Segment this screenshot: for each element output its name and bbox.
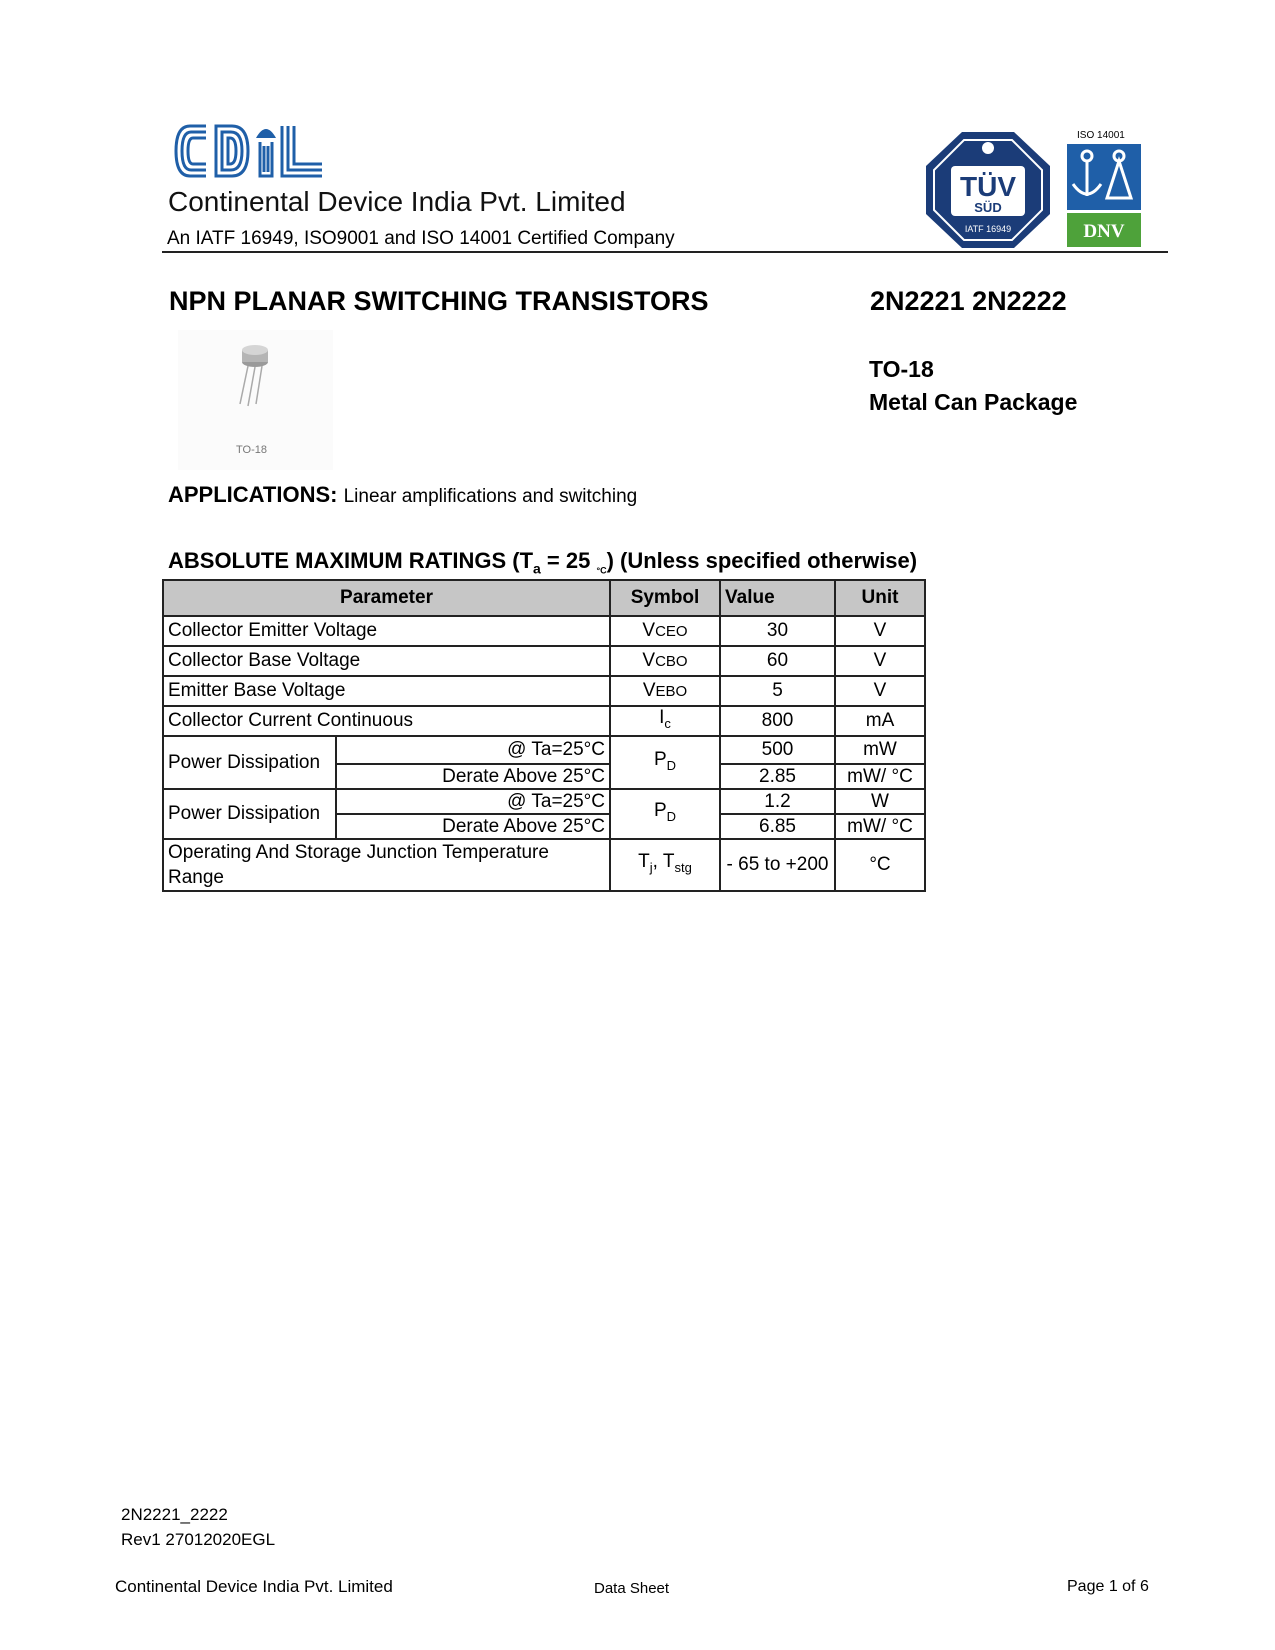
certification-line: An IATF 16949, ISO9001 and ISO 14001 Certified Company (167, 228, 675, 249)
ratings-heading-mid: = 25 (540, 548, 597, 573)
param-cell: Power Dissipation (163, 736, 336, 789)
unit-cell: mA (835, 706, 925, 736)
symbol-cell (610, 736, 720, 789)
value-cell: 30 (720, 616, 835, 646)
header-value: Value (720, 580, 835, 616)
param-cell: Collector Base Voltage (163, 646, 610, 676)
symbol-tstg: , T (652, 851, 675, 873)
footer-company: Continental Device India Pvt. Limited (115, 1577, 393, 1596)
symbol-tj: T (638, 851, 650, 873)
symbol-cell (610, 676, 720, 706)
header-symbol: Symbol (610, 580, 720, 616)
symbol-sub: D (666, 757, 677, 773)
condition-cell: Derate Above 25°C (336, 764, 610, 789)
applications-label: APPLICATIONS: (168, 482, 338, 507)
symbol-cell (610, 839, 720, 891)
param-cell: Emitter Base Voltage (163, 676, 610, 706)
value-cell: - 65 to +200 (720, 839, 835, 891)
unit-cell: V (835, 646, 925, 676)
unit-cell: °C (835, 839, 925, 891)
symbol-sub: D (666, 808, 677, 824)
footer-doc-type: Data Sheet (594, 1580, 670, 1597)
symbol-tstg-sub: stg (674, 859, 692, 875)
part-numbers: 2N2221 2N2222 (870, 286, 1067, 316)
company-name: Continental Device India Pvt. Limited (168, 186, 626, 217)
symbol-base: V (642, 649, 656, 671)
applications (168, 482, 637, 508)
symbol-base: V (642, 679, 656, 701)
table-row (163, 706, 925, 736)
symbol-sub: CBO (655, 652, 688, 670)
dnv-text: DNV (1083, 221, 1125, 242)
applications-text: Linear amplifications and switching (343, 486, 638, 507)
condition-cell: @ Ta=25°C (336, 736, 610, 764)
param-cell: Power Dissipation (163, 789, 336, 839)
unit-cell: mW/ °C (835, 764, 925, 789)
header-unit: Unit (835, 580, 925, 616)
footer-page-number: Page 1 of 6 (1067, 1578, 1149, 1595)
value-cell: 1.2 (720, 789, 835, 814)
ratings-heading (168, 548, 917, 576)
unit-cell: V (835, 676, 925, 706)
table-row (163, 616, 925, 646)
param-cell: Operating And Storage Junction Temperature Range (163, 839, 610, 891)
symbol-cell (610, 616, 720, 646)
value-cell: 6.85 (720, 814, 835, 839)
symbol-base: P (653, 800, 667, 822)
ratings-heading-suffix: ) (Unless specified otherwise) (606, 548, 918, 573)
value-cell: 2.85 (720, 764, 835, 789)
document-title: NPN PLANAR SWITCHING TRANSISTORS (169, 286, 709, 316)
footer-doc-id: 2N2221_2222 (121, 1505, 228, 1524)
package-type: TO-18 (869, 356, 934, 382)
ratings-heading-sub: a (533, 560, 541, 577)
symbol-tj-sub: j (649, 859, 653, 875)
ratings-heading-unit: °C (596, 565, 607, 576)
iso-14001-label: ISO 14001 (1077, 130, 1125, 141)
symbol-sub: EBO (655, 682, 688, 700)
condition-cell: @ Ta=25°C (336, 789, 610, 814)
tuv-text: TÜV (960, 171, 1016, 202)
iso-anchor-icon (1067, 144, 1141, 210)
value-cell: 60 (720, 646, 835, 676)
table-row (163, 676, 925, 706)
iatf-text: IATF 16949 (964, 224, 1012, 234)
param-cell: Collector Current Continuous (163, 706, 610, 736)
footer-revision: Rev1 27012020EGL (121, 1530, 276, 1549)
table-row (163, 646, 925, 676)
value-cell: 500 (720, 736, 835, 764)
symbol-base: V (642, 619, 656, 641)
symbol-sub: CEO (655, 622, 688, 640)
value-cell: 5 (720, 676, 835, 706)
header-rule (162, 251, 1168, 253)
table-header-row (163, 580, 925, 616)
symbol-cell (610, 646, 720, 676)
ratings-heading-prefix: ABSOLUTE MAXIMUM RATINGS (T (168, 548, 534, 573)
symbol-cell (610, 706, 720, 736)
ratings-table (162, 579, 926, 892)
symbol-sub: c (664, 715, 671, 731)
unit-cell: mW/ °C (835, 814, 925, 839)
header-parameter: Parameter (163, 580, 610, 616)
condition-cell: Derate Above 25°C (336, 814, 610, 839)
symbol-base: P (653, 748, 667, 770)
cdil-logo (172, 120, 327, 182)
unit-cell: mW (835, 736, 925, 764)
package-description: Metal Can Package (869, 389, 1078, 415)
sud-text: SÜD (974, 200, 1002, 215)
table-row (163, 789, 925, 814)
value-cell: 800 (720, 706, 835, 736)
unit-cell: V (835, 616, 925, 646)
symbol-base: I (659, 707, 665, 729)
dnv-logo (1067, 213, 1141, 247)
table-row (163, 736, 925, 764)
tuv-sud-badge (924, 130, 1052, 250)
param-cell: Collector Emitter Voltage (163, 616, 610, 646)
table-row (163, 839, 925, 891)
unit-cell: W (835, 789, 925, 814)
symbol-cell (610, 789, 720, 839)
package-image-label: TO-18 (236, 444, 267, 456)
